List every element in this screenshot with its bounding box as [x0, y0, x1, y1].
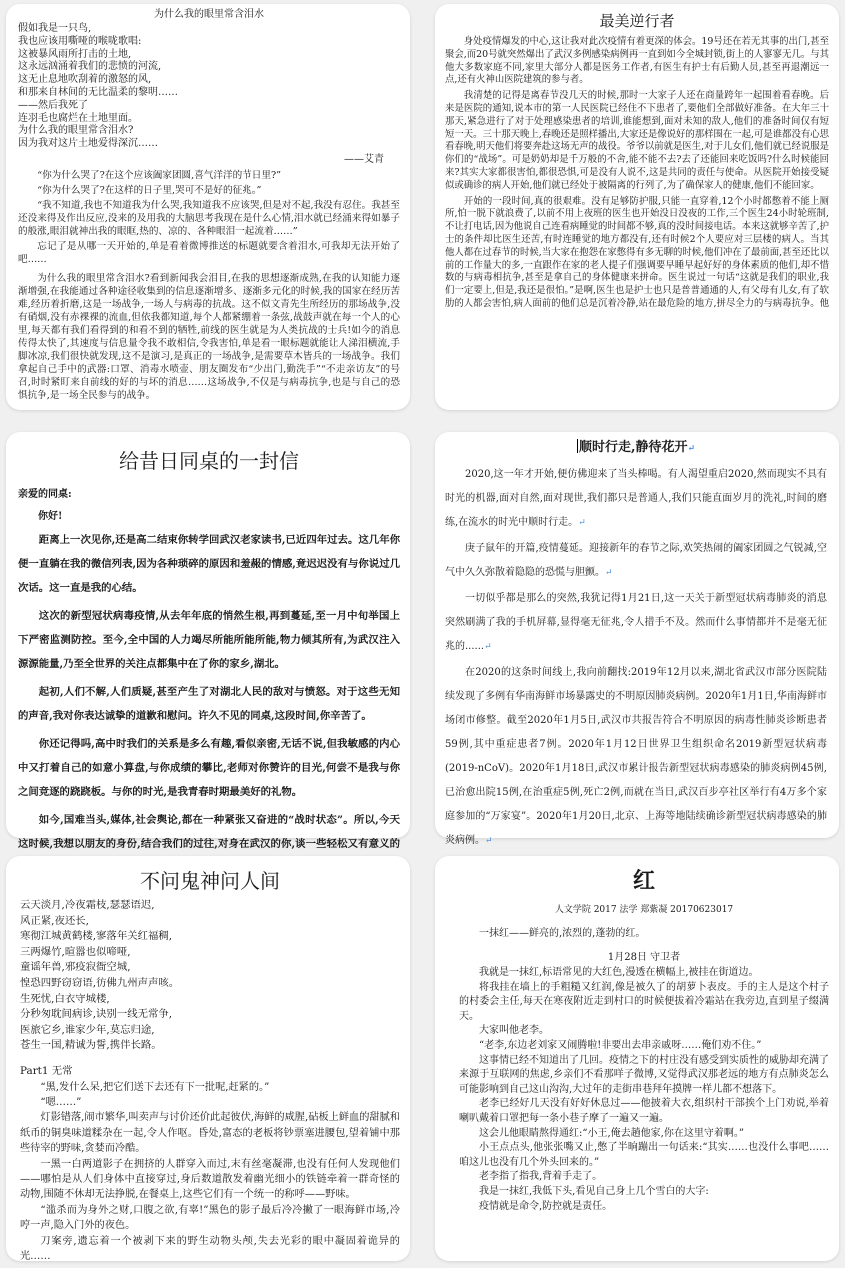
date-heading: 1月28日 守卫者: [607, 952, 681, 963]
paragraph: 我清楚的记得是离春节没几天的时候,那时一大家子人还在商量跨年一起围着看春晚。后来是医院的通知,说本市的第一人民医院已经住不下患者了,要他们全部做好准备。在大年三十那天,紧急进行了对于处理感染患者的培训,谁能想到,面对未知的敌人,他们的准备时间仅有短短一天。三十那天晚上,春晚还是照样播出,大家还是像说好的那样围在一起,可是谁都没有心思看春晚,明天他们将要奔赴这场无声的战役。爷爷以前就是医生,对于儿女们,他们就已经说服是你们的“战场”。可是奶奶却是千万般的不舍,能不能不去?去了还能回来吃饭吗?什么时候能回来?其实大家都很害怕,都很恐惧,可是没有人说不,这是共同的责任与使命。从医院开始接受疑似或确诊的病人开始,他们就已经处于被隔离的行列了,为了确保家人的健康,他们不能回家。: [445, 90, 829, 191]
paragraph: 一黑一白两道影子在拥挤的人群穿入而过,末有丝毫凝滞,也没有任何人发现他们——哪怕是从人们身体中直接穿过,身后数道散发着幽光细小的铁链牵着一群奇怪的动物,围随不休却无法挣脱,在餐桌上,这些它们有一个统一的称呼——野味。: [20, 1158, 400, 1201]
paragraph: 在2020的这条时间线上,我向前翻找:2019年12月以来,湖北省武汉市部分医院陆续发现了多例有华南海鲜市场暴露史的不明原因肺炎病例。2020年1月1日,华南海鲜市场闭市修整。截至2020年1月5日,武汉市共报告符合不明原因的病毒性肺炎诊断患者59例,其中重症患者7例。2020年1月12日世界卫生组织命名2019新型冠状病毒(2019-nCoV)。2020年1月18日,武汉市累计报告新型冠状病毒感染的肺炎病例45例,已治愈出院15例,在治重症5例,死亡2例,而就在当日,武汉百步亭社区举行有4万多个家庭参加的“万家宴”。2020年1月20日,北京、上海等地陆续确诊新型冠状病毒感染的肺炎病例。↵: [445, 667, 827, 846]
verse-line: 三两爆竹,暄嚣也似啼哑,: [20, 945, 131, 958]
article-card-tears[interactable]: [6, 4, 410, 410]
poem-line: 连羽毛也腐烂在土地里面。: [18, 112, 138, 124]
paragraph: “我不知道,我也不知道我为什么哭,我知道我不应该哭,但是对不起,我没有忍住。我甚至还没来得及作出反应,没来的及用我的大脑思考我现在是什么心情,泪水就已经涌来得如暴子的般涨,眼泪就神出我的眼眶,热的、凉的、各种眼泪一起流着……”: [18, 199, 400, 237]
paragraph: “老李,东边老刘家又闹腾啦!非要出去串亲戚呀……俺们劝不住。”: [479, 1039, 762, 1051]
verse-line: 分秒匆耽间病诊,诀别一线无常争,: [20, 1008, 173, 1021]
article-card-ghosts[interactable]: [6, 856, 410, 1261]
verse-line: 云天淡月,冷夜霜枝,瑟瑟语迟,: [20, 899, 155, 911]
article-title-row: [445, 436, 827, 461]
return-mark-icon: ↵: [605, 568, 613, 578]
paragraph: 老李已经好几天没有好好休息过——他披着大衣,组织村干部挨个上门劝说,举着喇叭戴着口罩把每一条小巷子摩了一遍又一遍。: [459, 1098, 829, 1124]
article-card-red[interactable]: [435, 856, 839, 1261]
verse-line: 风正紧,夜还长,: [20, 914, 89, 927]
poem-line: 假如我是一只鸟,: [18, 23, 92, 34]
paragraph: 这事情已经不知道出了几回。疫情之下的村庄没有感受到实质性的威胁却充满了来源于互联网的焦虑,乡亲们不看那咩子微博,又觉得武汉那老远的地方有点肺炎怎么可能影响到自己这山沟沟,大过年的走街串巷拜年摸牌一样儿都不想落下。: [459, 1054, 829, 1095]
return-mark-icon: ↵: [578, 518, 586, 528]
paragraph: “你为什么哭了?在这样的日子里,哭可不是好的征兆。”: [37, 184, 262, 196]
article-title: 不问鬼神问人间: [140, 869, 280, 893]
article-card-flowers[interactable]: [435, 432, 839, 846]
verse-line: 寒彻江城黄鹤楼,寥落年关红福稠,: [20, 930, 173, 943]
article-card-retrograde[interactable]: [435, 4, 839, 410]
author-line: 人文学院 2017 法学 郑紫凝 20170623017: [554, 905, 734, 915]
verse-line: 生死忧,白衣守城楼,: [20, 992, 110, 1005]
poem-line: 这被暴风雨所打击的土地,: [18, 48, 132, 60]
lead-line: 一抹红——鲜亮的,浓烈的,蓬勃的红。: [479, 928, 646, 939]
paragraph: 我是一抹红,我低下头,看见自己身上几个雪白的大字:: [479, 1185, 709, 1197]
article-title: 红: [632, 868, 655, 894]
paragraph: 一切似乎都是那么的突然,我犹记得1月21日,这一天关于新型冠状病毒肺炎的消息突然刷满了我的手机屏幕,显得毫无征兆,令人措手不及。然而什么事情都并不是毫无征兆的......↵: [445, 593, 827, 652]
paragraph: “你为什么哭了?在这个应该阖家团圆,喜气洋洋的节日里?”: [37, 169, 281, 181]
verse-line: 童谣年兽,邪疫寂衙空城,: [20, 961, 131, 974]
paragraph: 刀案旁,遗忘着一个被剥下来的野生动物头颅,失去光彩的眼中凝固着诡异的光……: [20, 1235, 400, 1262]
paragraph: “黑,发什么呆,把它们送下去还有下一批呢,赶紧的。”: [40, 1081, 270, 1093]
return-mark-icon: ↵: [687, 444, 696, 454]
section-heading: Part1 无常: [20, 1064, 73, 1077]
paragraph: 小王点点头,他张张嘴又止,憋了半晌蹦出一句话来:“其实……也没什么事吧……咱这儿也没有几个外头回来的。”: [459, 1142, 829, 1168]
article-card-letter[interactable]: [6, 432, 410, 850]
article-title: 最美逆行者: [599, 12, 675, 30]
return-mark-icon: ↵: [485, 836, 493, 846]
article-title: 顺时行走,静待花开: [578, 440, 688, 455]
poem-line: 因为我对这片土地爱得深沉……: [18, 138, 158, 150]
paragraph: 老李指了指我,背着手走了。: [479, 1171, 603, 1183]
paragraph: 这次的新型冠状病毒疫情,从去年年底的悄然生根,再到蔓延,至一月中旬举国上下严密监测防控。至今,全中国的人力竭尽所能所能所能,物力倾其所有,为武汉注入源源能量,乃至全世界的关注点都集中在了你的家乡,湖北。: [18, 610, 400, 670]
paragraph: 大家叫他老李。: [479, 1025, 549, 1037]
paragraph: 你还记得吗,高中时我们的关系是多么有趣,看似亲密,无话不说,但我敏感的内心中又打着自己的如意小算盘,与你成绩的攀比,老师对你赞许的目光,何尝不是我与你之间竞逐的跷跷板。与你的时光,是我青春时期最美好的礼物。: [18, 738, 400, 798]
paragraph: 距离上一次见你,还是高二结束你转学回武汉老家读书,已近四年过去。这几年你便一直躺在我的微信列表,因为各种琐碎的原因和羞赧的情感,竟迟迟没有与你说过几次话。这一直是我的心结。: [18, 534, 400, 594]
poem-line: 和那来自林间的无比温柔的黎明……: [18, 86, 178, 98]
paragraph: 疫情就是命令,防控就是责任。: [479, 1200, 613, 1212]
paragraph: “嗯……”: [40, 1096, 82, 1108]
poem-line: 这无止息地吹刮着的激怒的风,: [18, 74, 152, 86]
return-mark-icon: ↵: [484, 642, 492, 652]
text-cursor: [577, 439, 578, 453]
poem-line: 我也应该用嘶哑的喉咙歌唱:: [18, 35, 142, 47]
poem-line: ——然后我死了: [18, 99, 88, 111]
paragraph: 开始的一段时间,真的很艰难。没有足够防护服,只能一直穿着,12个小时都憋着不能上厕所,怕一脱下就浪费了,以前不用上夜班的医生也开始没日没夜的工作,三个医生24小时轮班制,不让打电话,因为他说自己连看病睡觉的时间都不够,真的没时间接电话。本来这就够辛苦了,护士的条件却比医生还苦,有时连睡觉的地方都没有,还有时候2个人要应对三层楼的病人。当其他人都在过春节的时候,当大家在抱怨在家憋得有多无聊的时候,他们冲在了最前面,甚至还比以前的工作量大的多,一直跟作在家的老人提子们强调要早睡早起好好的身体素质的他们,却不惜数的与病毒相抗争,甚至是拿自己的身体健康来拼命。医生说过一句话“这就是我们的职业,我们一定要上,但是,我还是很怕。”是啊,医生也是护士也只是普普通通的人,有父母有儿女,有了软肋的人都会害怕,病人面前的他们总是沉着冷静,站在最危险的地方,拼尽全力的与病毒抗争。他: [445, 195, 829, 309]
verse-line: 苍生一国,精诚为誓,携伴长路。: [20, 1039, 162, 1052]
article-title: 为什么我的眼里常含泪水: [154, 9, 264, 20]
paragraph: 将我挂在墙上的手粗糙又红润,像是被久了的胡萝卜表皮。手的主人是这个村子的村委会主任,每天在寒夜附近走到村口的时候便拔着冷霜站在我旁边,直到星子缀满天。: [459, 981, 829, 1022]
poem: [18, 23, 400, 151]
paragraph: 身处疫情爆发的中心,这让我对此次疫情有着更深的体会。19号还在若无其事的出门,甚至聚会,而20号就突然爆出了武汉多例感染病例再一直到如今全城封锁,街上的人寥寥无几。与其他大多数家庭不同,家里大部分人都是医务工作者,有医生有护士有后勤人员,甚至再退潮远一点,还有火神山医院建筑的参与者。: [445, 36, 829, 86]
paragraph: “滥杀而为身外之财,口腹之欲,有辜!”黑色的影子最后冷冷撇了一眼海鲜市场,冷哼一声,隐入门外的夜色。: [20, 1204, 400, 1232]
letter-salutation: 亲爱的同桌:: [18, 489, 72, 500]
paragraph: 起初,人们不解,人们质疑,甚至产生了对湖北人民的敌对与愤怒。对于这些无知的声音,我对你表达诚挚的道歉和慰问。许久不见的同桌,这段时间,你辛苦了。: [18, 686, 400, 722]
paragraph: 我就是一抹红,标语常见的大红色,漫透在横幅上,被挂在街道边。: [479, 967, 759, 978]
verse-block: [20, 898, 400, 1054]
poem-signature: ——艾青: [344, 153, 384, 165]
poem-line: 这永远汹涌着我们的悲愤的河流,: [18, 61, 162, 73]
paragraph: 这会儿他眼睛熬得通红:“小王,俺去趟他家,你在这里守着啊。”: [479, 1127, 744, 1139]
article-title: 给昔日同桌的一封信: [119, 449, 299, 473]
verse-line: 惶恐四野窃窃语,彷佛九州声声咳。: [20, 976, 180, 989]
paragraph: 庚子鼠年的开篇,疫情蔓延。迎接新年的春节之际,欢笑热闹的阖家团圆之气锐减,空气中久久弥散着隐隐的恐慌与胆颤。↵: [445, 543, 827, 578]
paragraph: 灯影错落,闹市繁华,叫卖声与讨价还价此起彼伏,海鲜的咸腥,砧板上鲜血的甜腻和纸币的铜臭味道糅杂在一起,令人作呕。昏处,富态的老板将钞票塞进腰包,望着铺中那些待宰的野味,贪婪而冷酷。: [20, 1112, 400, 1155]
verse-line: 医旅它乡,谁家少年,莫忘归途,: [20, 1023, 155, 1036]
paragraph: 为什么我的眼里常含泪水?看到新闻我会泪目,在我的思想逐渐成熟,在我的认知能力逐渐增强,在我能通过各种途径收集到的信息逐渐增多、逐渐多元化的时候,我的国家在经历苦难,经历着折磨,这是一场战争,一场人与病毒的抗战。这不似文青先生所经历的那场战争,没有硝烟,没有赤裸裸的流血,但依我都知道,每个人都紧绷着一条弦,战鼓声就在每一个人的心里,每天都有我们看得到的和看不到的牺牲,前线的医生就是为人类抗战的士兵!如今的消息传得太快了,其速度与信息量令我不敢相信,令我害怕,单是看一眼标题就能让人涕泪横流,手脚冰凉,我们很快就发现,这不是演习,是真正的一场战争,是需要草木皆兵的一场战争。我们拿起自己手中的武器:口罩、消毒水喷壶、朋友圈发布“少出门,勤洗手”“不走亲访友”的号召,时时紧盯来自前线的好的与坏的消息……这场战争,不仅是与病毒抗争,也是与自己的恐惧抗争,是一场全民参与的战争。: [18, 272, 400, 401]
letter-greeting: 你好!: [38, 511, 63, 522]
paragraph: 忘记了是从哪一天开始的,单是看着微博推送的标题就要含着泪水,可我却无法开始了吧……: [18, 240, 400, 265]
poem-line: 为什么我的眼里常含泪水?: [18, 125, 134, 137]
paragraph: 2020,这一年才开始,便仿佛迎来了当头棒喝。有人渴望重启2020,然而现实不具有时光的机器,面对自然,面对现世,我们都只是普通人,我们只能直面岁月的洗礼,时间的磨练,在流水的时光中顺时行走。↵: [445, 469, 827, 528]
paragraph: 如今,国难当头,媒体,社会舆论,都在一种紧张又奋进的“战时状态”。所以,今天这时候,我想以朋友的身份,结合我们的过往,对身在武汉的你,谈一些轻松又有意义的: [18, 814, 400, 850]
